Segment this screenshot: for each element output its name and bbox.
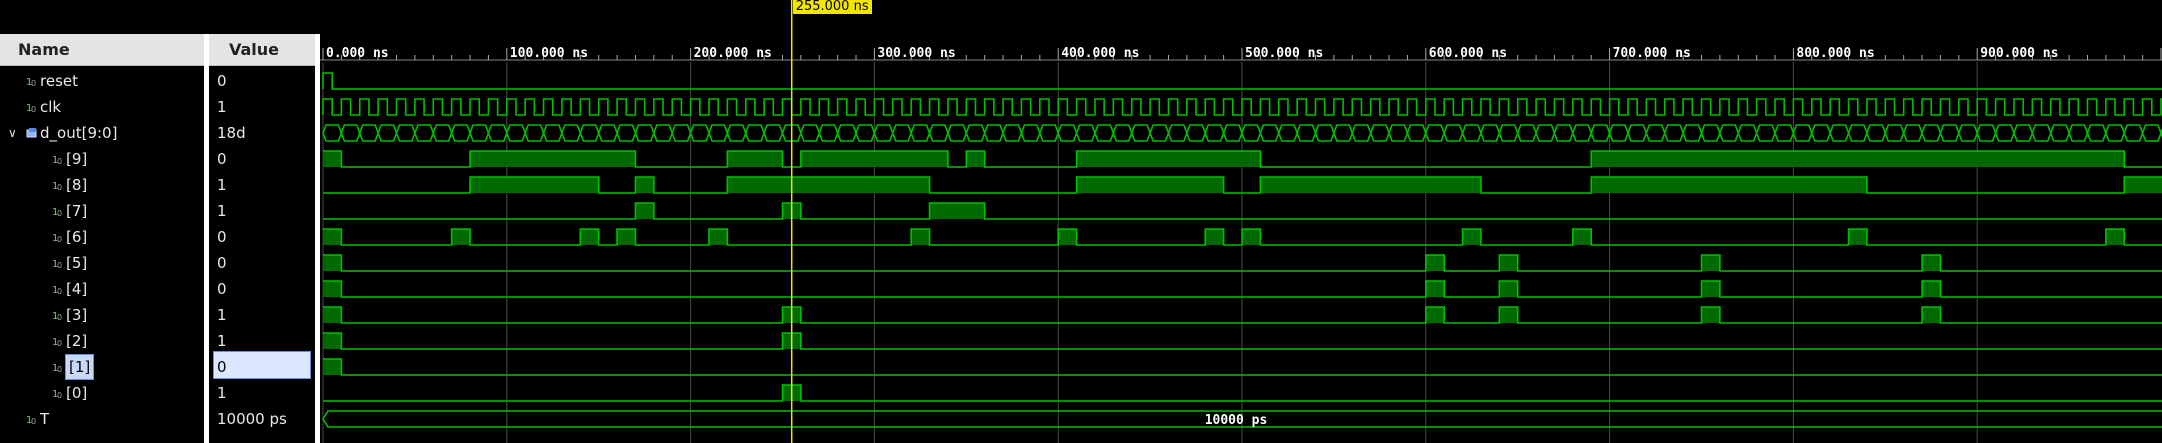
signal-name: reset: [40, 72, 78, 90]
chevron-down-icon[interactable]: ∨: [8, 126, 17, 140]
signal-row-0[interactable]: [0, 380, 204, 406]
ruler-tick-label: 900.000 ns: [1980, 46, 2059, 61]
name-column-header[interactable]: Name: [0, 34, 204, 66]
svg-text:0: 0: [57, 183, 63, 191]
signal-name: [5]: [66, 254, 88, 272]
svg-text:0: 0: [57, 235, 63, 243]
wave-bit-6: [323, 229, 2162, 245]
signal-value: 0: [217, 72, 227, 90]
bit-signal-icon: [52, 179, 63, 191]
svg-text:1: 1: [52, 233, 59, 243]
cursor-time-label[interactable]: 255.000 ns: [793, 0, 872, 14]
svg-text:1: 1: [52, 285, 59, 295]
value-column-header[interactable]: Value: [209, 34, 315, 66]
svg-text:1: 1: [52, 389, 59, 399]
ruler-tick-label: 100.000 ns: [509, 46, 589, 61]
svg-text:0: 0: [57, 157, 63, 165]
svg-text:0: 0: [31, 417, 37, 425]
wave-high-fill: [323, 307, 1940, 323]
svg-text:1: 1: [26, 103, 33, 113]
signal-value-row[interactable]: [209, 224, 315, 250]
signal-row-8[interactable]: [0, 172, 204, 198]
signal-value: 1: [217, 306, 227, 324]
signal-value-row[interactable]: [209, 302, 315, 328]
signal-name: [0]: [66, 384, 88, 402]
signal-row-7[interactable]: [0, 198, 204, 224]
signal-value-row[interactable]: [209, 146, 315, 172]
signal-value: 0: [217, 228, 227, 246]
signal-value: 1: [217, 98, 227, 116]
signal-value: 1: [217, 176, 227, 194]
svg-text:1: 1: [52, 337, 59, 347]
svg-text:1: 1: [26, 77, 33, 87]
bit-signal-icon: [26, 101, 37, 113]
ruler-tick-label: 400.000 ns: [1061, 46, 1140, 61]
signal-value: 1: [217, 202, 227, 220]
wave-high-fill: [635, 203, 984, 219]
svg-text:1: 1: [52, 259, 59, 269]
svg-text:1: 1: [26, 415, 33, 425]
waveform-canvas[interactable]: [320, 0, 2162, 443]
signal-value-row[interactable]: [209, 120, 315, 146]
svg-text:0: 0: [57, 209, 63, 217]
signal-value-row[interactable]: [209, 380, 315, 406]
signal-name: d_out[9:0]: [40, 124, 118, 142]
signal-row-9[interactable]: [0, 146, 204, 172]
wave-high-fill: [323, 281, 1940, 297]
svg-text:0: 0: [57, 261, 63, 269]
svg-text:0: 0: [31, 105, 37, 113]
ruler-tick-label: 700.000 ns: [1612, 46, 1691, 61]
bus-signal-icon: [26, 127, 37, 139]
signal-value: 0: [217, 358, 227, 376]
signal-row-2[interactable]: [0, 328, 204, 354]
bit-signal-icon: [26, 413, 37, 425]
signal-name: [8]: [66, 176, 88, 194]
signal-name: [2]: [66, 332, 88, 350]
signal-value-row[interactable]: [209, 328, 315, 354]
ruler-tick-label: 0.000 ns: [326, 46, 389, 61]
ruler-tick-label: 800.000 ns: [1796, 46, 1875, 61]
signal-row-1[interactable]: [0, 354, 204, 380]
signal-name: [4]: [66, 280, 88, 298]
ruler-tick-label: 200.000 ns: [693, 46, 772, 61]
svg-text:0: 0: [57, 365, 63, 373]
svg-text:1: 1: [52, 363, 59, 373]
signal-value-row[interactable]: [209, 198, 315, 224]
svg-text:0: 0: [57, 391, 63, 399]
signal-name: T: [40, 410, 50, 428]
svg-text:0: 0: [57, 287, 63, 295]
signal-row-3[interactable]: [0, 302, 204, 328]
wave-high-fill: [323, 255, 1940, 271]
svg-text:0: 0: [57, 339, 63, 347]
svg-text:0: 0: [31, 79, 37, 87]
signal-row-clk[interactable]: [0, 94, 204, 120]
signal-row-6[interactable]: [0, 224, 204, 250]
signal-row-reset[interactable]: [0, 68, 204, 94]
svg-text:1: 1: [52, 181, 59, 191]
signal-name: [1]: [66, 355, 93, 379]
signal-row-dout90[interactable]: [0, 120, 204, 146]
bit-signal-icon: [52, 309, 63, 321]
signal-value-row[interactable]: [209, 68, 315, 94]
bit-signal-icon: [52, 361, 63, 373]
bit-signal-icon: [52, 257, 63, 269]
bit-signal-icon: [52, 205, 63, 217]
signal-row-T[interactable]: [0, 406, 204, 432]
signal-name: clk: [40, 98, 62, 116]
ruler-tick-label: 300.000 ns: [877, 46, 956, 61]
svg-text:1: 1: [52, 155, 59, 165]
signal-name: [3]: [66, 306, 88, 324]
signal-value: 0: [217, 150, 227, 168]
signal-row-4[interactable]: [0, 276, 204, 302]
signal-value-row[interactable]: [209, 94, 315, 120]
signal-name: [7]: [66, 202, 88, 220]
signal-name: [9]: [66, 150, 88, 168]
ruler-tick-label: 500.000 ns: [1245, 46, 1324, 61]
bit-signal-icon: [26, 75, 37, 87]
signal-value-row[interactable]: [209, 172, 315, 198]
signal-value: 1: [217, 384, 227, 402]
signal-value: 1: [217, 332, 227, 350]
svg-text:1: 1: [52, 207, 59, 217]
bit-signal-icon: [52, 231, 63, 243]
svg-text:1: 1: [52, 311, 59, 321]
bus-value-label: 10000 ps: [1204, 413, 1268, 428]
svg-text:0: 0: [57, 313, 63, 321]
wave-high-fill: [323, 359, 341, 375]
ruler-tick-label: 600.000 ns: [1428, 46, 1508, 61]
waveform-view[interactable]: [320, 0, 2162, 443]
signal-value: 0: [217, 254, 227, 272]
bit-signal-icon: [52, 283, 63, 295]
signal-value: 18d: [217, 124, 246, 142]
wave-clock: [323, 99, 2162, 115]
wave-high-fill: [323, 333, 801, 349]
signal-name: [6]: [66, 228, 88, 246]
signal-value-row[interactable]: [209, 406, 315, 432]
signal-value-row[interactable]: [209, 276, 315, 302]
wave-high-fill: [470, 177, 2162, 193]
signal-row-5[interactable]: [0, 250, 204, 276]
signal-value: 10000 ps: [217, 410, 287, 428]
bit-signal-icon: [52, 387, 63, 399]
bit-signal-icon: [52, 153, 63, 165]
signal-value-row[interactable]: [209, 250, 315, 276]
wave-high-fill: [323, 151, 2124, 167]
signal-value-row[interactable]: [209, 354, 315, 380]
bit-signal-icon: [52, 335, 63, 347]
signal-value: 0: [217, 280, 227, 298]
